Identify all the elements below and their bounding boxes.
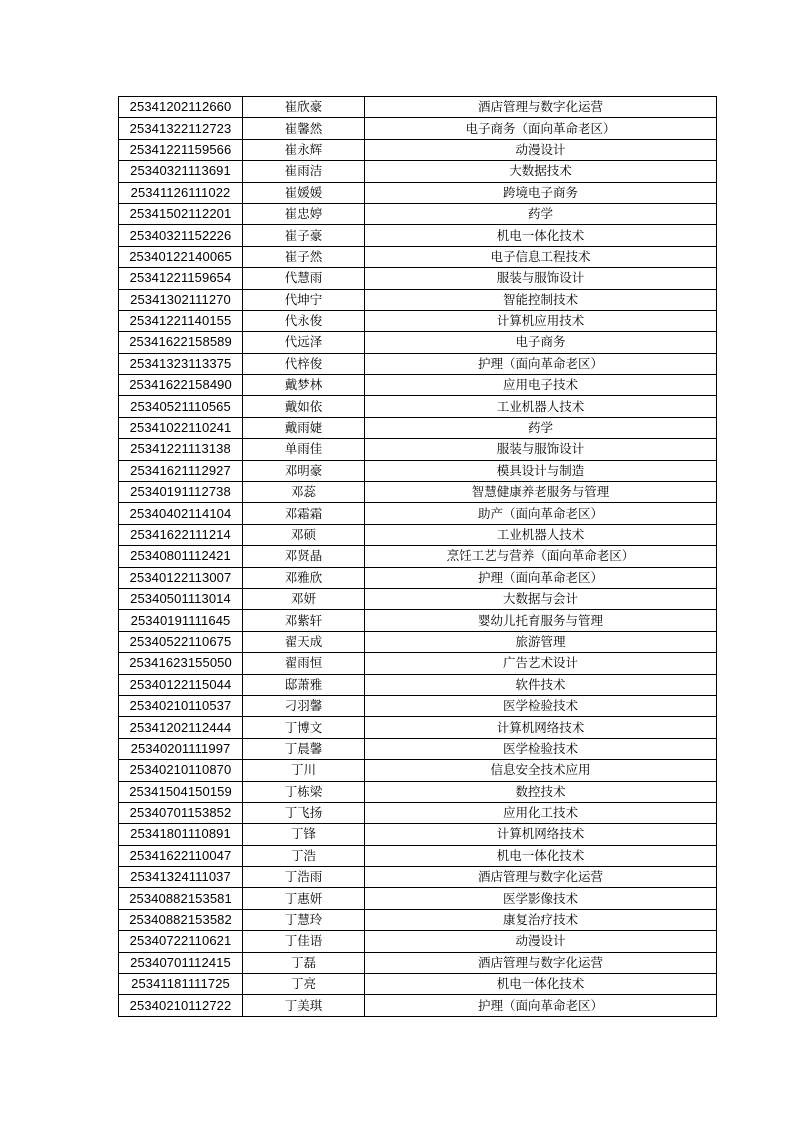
student-id-cell: 25341621112927 <box>119 460 243 481</box>
student-name-cell: 邓雅欣 <box>243 567 365 588</box>
major-cell: 医学检验技术 <box>365 738 717 759</box>
student-name-cell: 代永俊 <box>243 310 365 331</box>
student-name-cell: 刁羽馨 <box>243 695 365 716</box>
major-cell: 服装与服饰设计 <box>365 439 717 460</box>
student-id-cell: 25340191112738 <box>119 482 243 503</box>
student-id-cell: 25341126111022 <box>119 182 243 203</box>
student-id-cell: 25340801112421 <box>119 546 243 567</box>
table-row <box>119 482 717 503</box>
student-name-cell: 丁慧玲 <box>243 909 365 930</box>
major-cell: 婴幼儿托育服务与管理 <box>365 610 717 631</box>
student-name-cell: 崔子豪 <box>243 225 365 246</box>
table-row <box>119 995 717 1016</box>
student-name-cell: 邓霜霜 <box>243 503 365 524</box>
major-cell: 药学 <box>365 417 717 438</box>
student-id-cell: 25340201111997 <box>119 738 243 759</box>
student-id-cell: 25341221159654 <box>119 268 243 289</box>
table-row <box>119 439 717 460</box>
table-row <box>119 460 717 481</box>
major-cell: 工业机器人技术 <box>365 396 717 417</box>
table-row <box>119 353 717 374</box>
student-id-cell: 25340321113691 <box>119 161 243 182</box>
student-id-cell: 25340210110537 <box>119 695 243 716</box>
student-id-cell: 25341622111214 <box>119 524 243 545</box>
table-row <box>119 824 717 845</box>
student-name-cell: 崔馨然 <box>243 118 365 139</box>
table-row <box>119 717 717 738</box>
table-row <box>119 182 717 203</box>
student-name-cell: 代远泽 <box>243 332 365 353</box>
student-name-cell: 丁飞扬 <box>243 802 365 823</box>
student-id-cell: 25341202112660 <box>119 97 243 118</box>
table-row <box>119 802 717 823</box>
student-id-cell: 25341622158589 <box>119 332 243 353</box>
major-cell: 电子商务 <box>365 332 717 353</box>
student-id-cell: 25341221113138 <box>119 439 243 460</box>
student-name-cell: 丁浩雨 <box>243 867 365 888</box>
student-id-cell: 25340321152226 <box>119 225 243 246</box>
student-id-cell: 25341022110241 <box>119 417 243 438</box>
student-name-cell: 丁惠妍 <box>243 888 365 909</box>
major-cell: 软件技术 <box>365 674 717 695</box>
student-name-cell: 邓贤晶 <box>243 546 365 567</box>
student-name-cell: 邓明豪 <box>243 460 365 481</box>
student-id-cell: 25340701112415 <box>119 952 243 973</box>
student-id-cell: 25341324111037 <box>119 867 243 888</box>
student-name-cell: 戴如依 <box>243 396 365 417</box>
table-row <box>119 417 717 438</box>
table-row <box>119 567 717 588</box>
table-row <box>119 246 717 267</box>
table-row <box>119 760 717 781</box>
student-name-cell: 丁亮 <box>243 974 365 995</box>
major-cell: 动漫设计 <box>365 139 717 160</box>
table-row <box>119 588 717 609</box>
student-name-cell: 代坤宁 <box>243 289 365 310</box>
student-name-cell: 崔忠婷 <box>243 203 365 224</box>
table-row <box>119 952 717 973</box>
student-name-cell: 丁栋梁 <box>243 781 365 802</box>
student-name-cell: 翟雨恒 <box>243 653 365 674</box>
student-id-cell: 25341302111270 <box>119 289 243 310</box>
student-name-cell: 单雨佳 <box>243 439 365 460</box>
major-cell: 应用电子技术 <box>365 375 717 396</box>
table-row <box>119 888 717 909</box>
major-cell: 护理（面向革命老区） <box>365 567 717 588</box>
student-name-cell: 崔雨洁 <box>243 161 365 182</box>
student-name-cell: 崔永辉 <box>243 139 365 160</box>
major-cell: 大数据技术 <box>365 161 717 182</box>
major-cell: 计算机网络技术 <box>365 717 717 738</box>
student-name-cell: 邓妍 <box>243 588 365 609</box>
major-cell: 医学影像技术 <box>365 888 717 909</box>
student-id-cell: 25341504150159 <box>119 781 243 802</box>
student-id-cell: 25341221140155 <box>119 310 243 331</box>
student-name-cell: 丁川 <box>243 760 365 781</box>
student-name-cell: 丁晨馨 <box>243 738 365 759</box>
major-cell: 电子商务（面向革命老区） <box>365 118 717 139</box>
student-id-cell: 25340122140065 <box>119 246 243 267</box>
table-row <box>119 674 717 695</box>
major-cell: 智能控制技术 <box>365 289 717 310</box>
major-cell: 烹饪工艺与营养（面向革命老区） <box>365 546 717 567</box>
student-name-cell: 代梓俊 <box>243 353 365 374</box>
student-name-cell: 戴梦林 <box>243 375 365 396</box>
student-id-cell: 25340722110621 <box>119 931 243 952</box>
student-id-cell: 25341181111725 <box>119 974 243 995</box>
student-id-cell: 25340122115044 <box>119 674 243 695</box>
major-cell: 机电一体化技术 <box>365 845 717 866</box>
student-id-cell: 25341323113375 <box>119 353 243 374</box>
table-row <box>119 332 717 353</box>
table-row <box>119 203 717 224</box>
student-name-cell: 丁博文 <box>243 717 365 738</box>
table-row <box>119 653 717 674</box>
student-id-cell: 25340882153581 <box>119 888 243 909</box>
student-name-cell: 代慧雨 <box>243 268 365 289</box>
major-cell: 机电一体化技术 <box>365 974 717 995</box>
student-name-cell: 邸萧雅 <box>243 674 365 695</box>
major-cell: 酒店管理与数字化运营 <box>365 952 717 973</box>
table-row <box>119 161 717 182</box>
table-row <box>119 867 717 888</box>
table-row <box>119 118 717 139</box>
major-cell: 工业机器人技术 <box>365 524 717 545</box>
major-cell: 康复治疗技术 <box>365 909 717 930</box>
student-id-cell: 25340402114104 <box>119 503 243 524</box>
major-cell: 医学检验技术 <box>365 695 717 716</box>
table-row <box>119 931 717 952</box>
student-name-cell: 崔欣豪 <box>243 97 365 118</box>
student-id-cell: 25340521110565 <box>119 396 243 417</box>
major-cell: 电子信息工程技术 <box>365 246 717 267</box>
student-name-cell: 崔子然 <box>243 246 365 267</box>
table-row <box>119 375 717 396</box>
student-name-cell: 戴雨婕 <box>243 417 365 438</box>
table-row <box>119 289 717 310</box>
major-cell: 模具设计与制造 <box>365 460 717 481</box>
student-name-cell: 邓紫轩 <box>243 610 365 631</box>
student-id-cell: 25341221159566 <box>119 139 243 160</box>
major-cell: 护理（面向革命老区） <box>365 995 717 1016</box>
student-id-cell: 25340522110675 <box>119 631 243 652</box>
major-cell: 酒店管理与数字化运营 <box>365 867 717 888</box>
major-cell: 旅游管理 <box>365 631 717 652</box>
table-row <box>119 546 717 567</box>
major-cell: 大数据与会计 <box>365 588 717 609</box>
student-name-cell: 崔媛媛 <box>243 182 365 203</box>
table-row <box>119 781 717 802</box>
student-id-cell: 25340882153582 <box>119 909 243 930</box>
student-id-cell: 25340210112722 <box>119 995 243 1016</box>
student-name-cell: 邓硕 <box>243 524 365 545</box>
major-cell: 机电一体化技术 <box>365 225 717 246</box>
table-row <box>119 974 717 995</box>
table-row <box>119 738 717 759</box>
student-id-cell: 25340191111645 <box>119 610 243 631</box>
table-row <box>119 524 717 545</box>
student-id-cell: 25340501113014 <box>119 588 243 609</box>
major-cell: 护理（面向革命老区） <box>365 353 717 374</box>
major-cell: 计算机应用技术 <box>365 310 717 331</box>
student-id-cell: 25340122113007 <box>119 567 243 588</box>
student-id-cell: 25341622110047 <box>119 845 243 866</box>
table-row <box>119 97 717 118</box>
student-id-cell: 25341202112444 <box>119 717 243 738</box>
student-name-cell: 丁磊 <box>243 952 365 973</box>
student-id-cell: 25341502112201 <box>119 203 243 224</box>
major-cell: 动漫设计 <box>365 931 717 952</box>
student-name-cell: 丁浩 <box>243 845 365 866</box>
table-row <box>119 631 717 652</box>
major-cell: 跨境电子商务 <box>365 182 717 203</box>
student-id-cell: 25341623155050 <box>119 653 243 674</box>
student-id-cell: 25341801110891 <box>119 824 243 845</box>
major-cell: 信息安全技术应用 <box>365 760 717 781</box>
table-row <box>119 503 717 524</box>
student-id-cell: 25340210110870 <box>119 760 243 781</box>
student-roster-table <box>118 96 717 1017</box>
major-cell: 酒店管理与数字化运营 <box>365 97 717 118</box>
table-row <box>119 845 717 866</box>
major-cell: 广告艺术设计 <box>365 653 717 674</box>
student-name-cell: 丁美琪 <box>243 995 365 1016</box>
student-id-cell: 25341622158490 <box>119 375 243 396</box>
student-name-cell: 邓蕊 <box>243 482 365 503</box>
student-name-cell: 丁锋 <box>243 824 365 845</box>
table-row <box>119 610 717 631</box>
major-cell: 药学 <box>365 203 717 224</box>
major-cell: 服装与服饰设计 <box>365 268 717 289</box>
major-cell: 智慧健康养老服务与管理 <box>365 482 717 503</box>
major-cell: 数控技术 <box>365 781 717 802</box>
student-name-cell: 丁佳语 <box>243 931 365 952</box>
student-name-cell: 翟天成 <box>243 631 365 652</box>
table-row <box>119 225 717 246</box>
table-row <box>119 268 717 289</box>
table-row <box>119 139 717 160</box>
roster-table-body <box>119 97 717 1017</box>
table-row <box>119 310 717 331</box>
table-row <box>119 695 717 716</box>
major-cell: 应用化工技术 <box>365 802 717 823</box>
major-cell: 计算机网络技术 <box>365 824 717 845</box>
table-row <box>119 396 717 417</box>
major-cell: 助产（面向革命老区） <box>365 503 717 524</box>
student-id-cell: 25341322112723 <box>119 118 243 139</box>
table-row <box>119 909 717 930</box>
student-id-cell: 25340701153852 <box>119 802 243 823</box>
